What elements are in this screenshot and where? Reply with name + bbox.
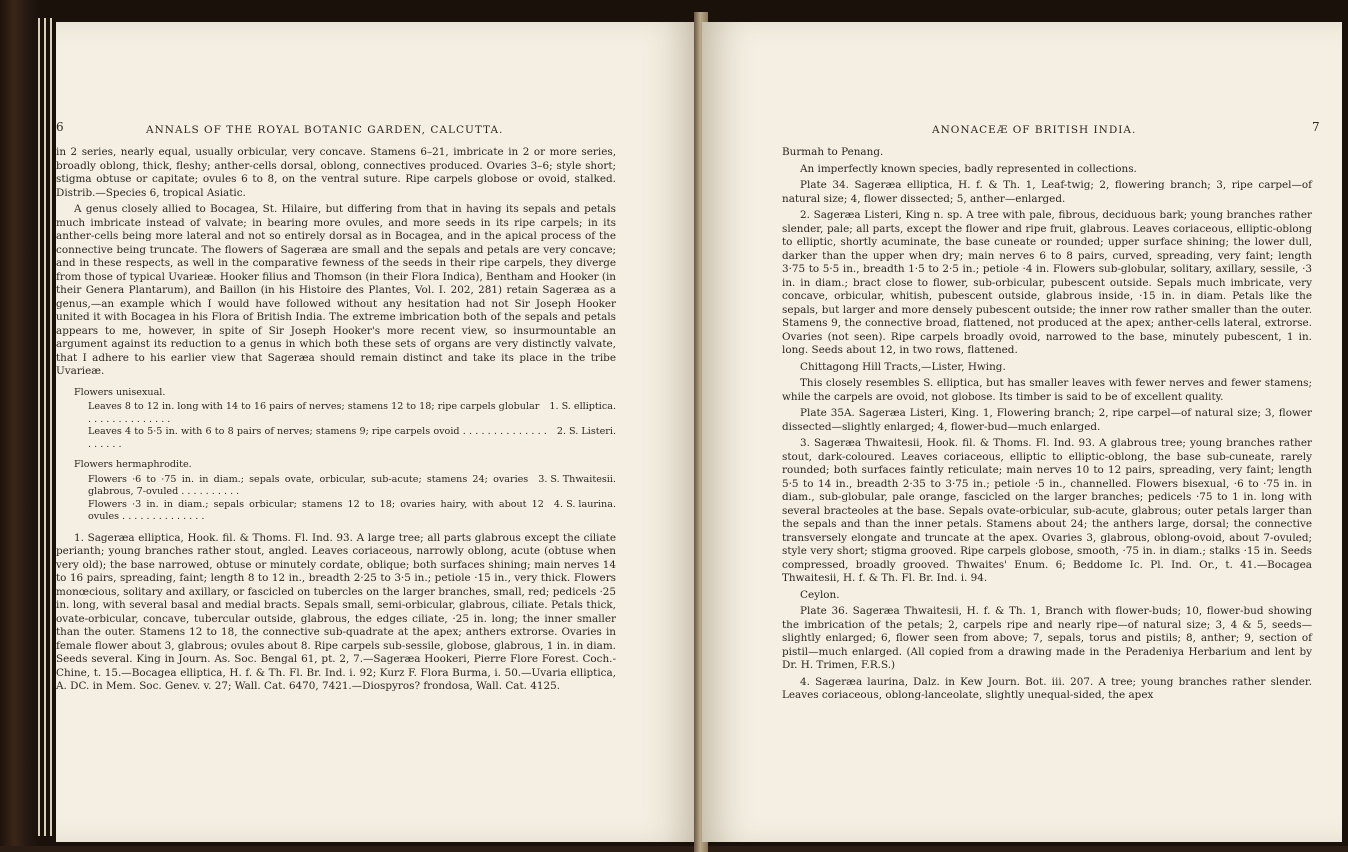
key-row	[56, 401, 616, 426]
key-row	[56, 426, 616, 451]
paragraph: A genus closely allied to Bocagea, St. Hilaire, but differing from that in having its sepals and petals much imbricate instead of valvate; in bearing more ovules, and more seeds in its ripe carpels; in its anther-cells being more lateral and not so entirely dorsal as in Bocagea, and in the apical process of the connective being truncate. The flowers of Sageræa are small and the sepals and petals are very concave; and in these respects, as well in the comparative fewness of the seeds in their ripe carpels, they diverge from those of typical Uvarieæ. Hooker filius and Thomson (in their Flora Indica), Bentham and Hooker (in their Genera Plantarum), and Baillon (in his Histoire des Plantes, Vol. I. 202, 281) retain Sageræa as a genus,—an example which I would have followed without any hesitation had not Sir Joseph Hooker united it with Bocagea in his Flora of British India. The extreme imbrication both of the sepals and petals appears to me, however, in spite of Sir Joseph Hooker's more recent view, so insurmountable an argument against its reduction to a genus in which both these sets of organs are very distinctly valvate, that I adhere to his earlier view that Sageræa should remain distinct and take its place in the tribe Uvarieæ.	[56, 203, 616, 377]
key-result: 4. S. laurina.	[553, 498, 616, 510]
paragraph: in 2 series, nearly equal, usually orbicular, very concave. Stamens 6–21, imbricate in 2 or more series, broadly oblong, thick, fleshy; anther-cells dorsal, oblong, connectives produced. Ovaries 3–6; style short; stigma obtuse or capitate; ovules 6 to 8, on the ventral suture. Ripe carpels globose or ovoid, stalked. Distrib.—Species 6, tropical Asiatic.	[56, 146, 616, 199]
species-paragraph: 4. Sageræa laurina, Dalz. in Kew Journ. Bot. iii. 207. A tree; young branches rather slender. Leaves coriaceous, oblong-lanceolate, slightly unequal-sided, the apex	[782, 675, 1312, 701]
running-head: ANNALS OF THE ROYAL BOTANIC GARDEN, CALCUTTA.	[146, 124, 504, 136]
left-page	[56, 22, 696, 842]
key-result: 1. S. elliptica.	[549, 401, 616, 412]
running-head: ANONACEÆ OF BRITISH INDIA.	[932, 124, 1137, 136]
key-text: Leaves 4 to 5·5 in. with 6 to 8 pairs of nerves; stamens 9; ripe carpels ovoid . . . . . . . . . . . . . . . . . . . .	[88, 426, 547, 450]
page-edge	[44, 18, 46, 836]
key-text: Flowers ·6 to ·75 in. in diam.; sepals ovate, orbicular, sub-acute; stamens 24; ovaries glabrous, 7-ovuled . . . . . . . . . .	[88, 473, 529, 497]
page-number: 6	[56, 120, 64, 134]
paragraph: Burmah to Penang.	[782, 146, 884, 158]
key-text: Leaves 8 to 12 in. long with 14 to 16 pairs of nerves; stamens 12 to 18; ripe carpels globular . . . . . . . . . . . . . .	[88, 401, 540, 425]
locality: Chittagong Hill Tracts,—Lister, Hwing.	[800, 360, 1006, 373]
key-result: 2. S. Listeri.	[556, 426, 616, 437]
left-text	[56, 146, 616, 697]
paragraph: An imperfectly known species, badly represented in collections.	[800, 162, 1137, 175]
species-paragraph: 1. Sageræa elliptica, Hook. fil. & Thoms. Fl. Ind. 93. A large tree; all parts glabrous except the ciliate perianth; young branches rather stout, angled. Leaves coriaceous, narrowly oblong, acute (obtuse when very old); the base narrowed, obtuse or minutely cordate, oblique; both surfaces shining; main nerves 14 to 16 pairs, spreading, faint; length 8 to 12 in., breadth 2·25 to 3·5 in.; petiole ·15 in., very thick. Flowers monœcious, solitary and axillary, or fascicled on tubercles on the larger branches, small, red; pedicels ·25 in. long, with several basal and medial bracts. Sepals small, semi-orbicular, glabrous, ciliate. Petals thick, ovate-orbicular, concave, tubercular outside, glabrous, the edges ciliate, ·25 in. long; the inner smaller than the outer. Stamens 12 to 18, the connective sub-quadrate at the apex; anthers extrorse. Ovaries in female flower about 3, glabrous; ovules about 8. Ripe carpels sub-sessile, globose, glabrous, 1 in. in diam. Seeds several. King in Journ. As. Soc. Bengal 61, pt. 2, 7.—Sageræa Hookeri, Pierre Flore Forest. Coch.-Chine, t. 15.—Bocagea elliptica, H. f. & Th. Fl. Br. Ind. i. 92; Kurz F. Flora Burma, i. 50.—Uvaria elliptica, A. DC. in Mem. Soc. Genev. v. 27; Wall. Cat. 6470, 7421.—Diospyros? frondosa, Wall. Cat. 4125.	[56, 531, 616, 692]
plate-caption: Plate 35A. Sageræa Listeri, King. 1, Flowering branch; 2, ripe carpel—of natural size; 3, flower dissected—slightly enlarged; 4, flower-bud—much enlarged.	[782, 407, 1312, 433]
species-paragraph: 3. Sageræa Thwaitesii, Hook. fil. & Thoms. Fl. Ind. 93. A glabrous tree; young branches rather stout, dark-coloured. Leaves coriaceous, elliptic to elliptic-oblong, the base sub-cuneate, rarely rounded; both surfaces faintly reticulate; main nerves 10 to 12 pairs, spreading, very faint; length 5·5 to 14 in., breadth 2·35 to 3·75 in.; petiole ·5 in., channelled. Flowers bisexual, ·6 to ·75 in. in diam., sub-globular, pale orange, fascicled on the larger branches; pedicels ·75 to 1 in. long with several bracteoles at the base. Sepals ovate-orbicular, sub-acute, glabrous; outer petals larger than the sepals and than the inner petals. Stamens about 24; the anthers large, dorsal; the connective transversely elongate and truncate at the apex. Ovaries 3, glabrous, oblong-ovoid, about 7-ovuled; style very short; stigma grooved. Ripe carpels globose, smooth, ·75 in. in diam.; stalks ·15 in. Seeds compressed, broadly grooved. Thwaites' Enum. 6; Beddome Ic. Pl. Ind. Or., t. 41.—Bocagea Thwaitesii, H. f. & Th. Fl. Br. Ind. i. 94.	[782, 437, 1312, 584]
key-heading: Flowers unisexual.	[74, 386, 166, 398]
key-row	[56, 499, 616, 524]
locality: Ceylon.	[800, 588, 840, 601]
right-page	[702, 22, 1342, 842]
key-heading: Flowers hermaphrodite.	[74, 459, 192, 470]
right-text	[782, 146, 1312, 706]
key-text: Flowers ·3 in. in diam.; sepals orbicular; stamens 12 to 18; ovaries hairy, with about 12 ovules . . . . . . . . . . . . . .	[88, 498, 544, 522]
species-paragraph: 2. Sageræa Listeri, King n. sp. A tree with pale, fibrous, deciduous bark; young branches rather slender, pale; all parts, except the flower and ripe fruit, glabrous. Leaves coriaceous, elliptic-oblong to elliptic, shortly acuminate, the base cuneate or rounded; upper surface shining; the lower dull, darker than the upper when dry; main nerves 6 to 8 pairs, curved, spreading, very faint; length 3·75 to 5·5 in., breadth 1·5 to 2·5 in.; petiole ·4 in. Flowers sub-globular, solitary, axillary, sessile, ·3 in. in diam.; bract close to flower, sub-orbicular, pubescent outside. Sepals much imbricate, very concave, orbicular, whitish, pubescent outside, glabrous inside, ·15 in. in diam. Petals like the sepals, but larger and more densely pubescent outside; the inner row rather smaller than the outer. Stamens 9, the connective broad, flattened, not produced at the apex; anther-cells lateral, extrorse. Ovaries (not seen). Ripe carpels broadly ovoid, narrowed to the base, minutely pubescent, 1 in. long. Seeds about 12, in two rows, flattened.	[782, 209, 1312, 356]
species-key	[56, 387, 616, 524]
plate-caption: Plate 36. Sageræa Thwaitesii, H. f. & Th. 1, Branch with flower-buds; 10, flower-bud showing the imbrication of the petals; 2, carpels ripe and nearly ripe—of natural size; 3, 4 & 5, seeds—slightly enlarged; 6, flower seen from above; 7, sepals, torus and pistils; 8, anther; 9, section of pistil—much enlarged. (All copied from a drawing made in the Peradeniya Herbarium and lent by Dr. H. Trimen, F.R.S.)	[782, 605, 1312, 671]
paragraph: This closely resembles S. elliptica, but has smaller leaves with fewer nerves and fewer stamens; while the carpels are ovoid, not globose. Its timber is said to be of excellent quality.	[782, 377, 1312, 403]
key-row	[56, 474, 616, 499]
plate-caption: Plate 34. Sageræa elliptica, H. f. & Th. 1, Leaf-twig; 2, flowering branch; 3, ripe carpel—of natural size; 4, flower dissected; 5, anther—enlarged.	[782, 179, 1312, 205]
page-edge	[38, 18, 40, 836]
page-edge	[50, 18, 52, 836]
key-result: 3. S. Thwaitesii.	[538, 473, 616, 485]
page-number: 7	[1312, 120, 1320, 134]
